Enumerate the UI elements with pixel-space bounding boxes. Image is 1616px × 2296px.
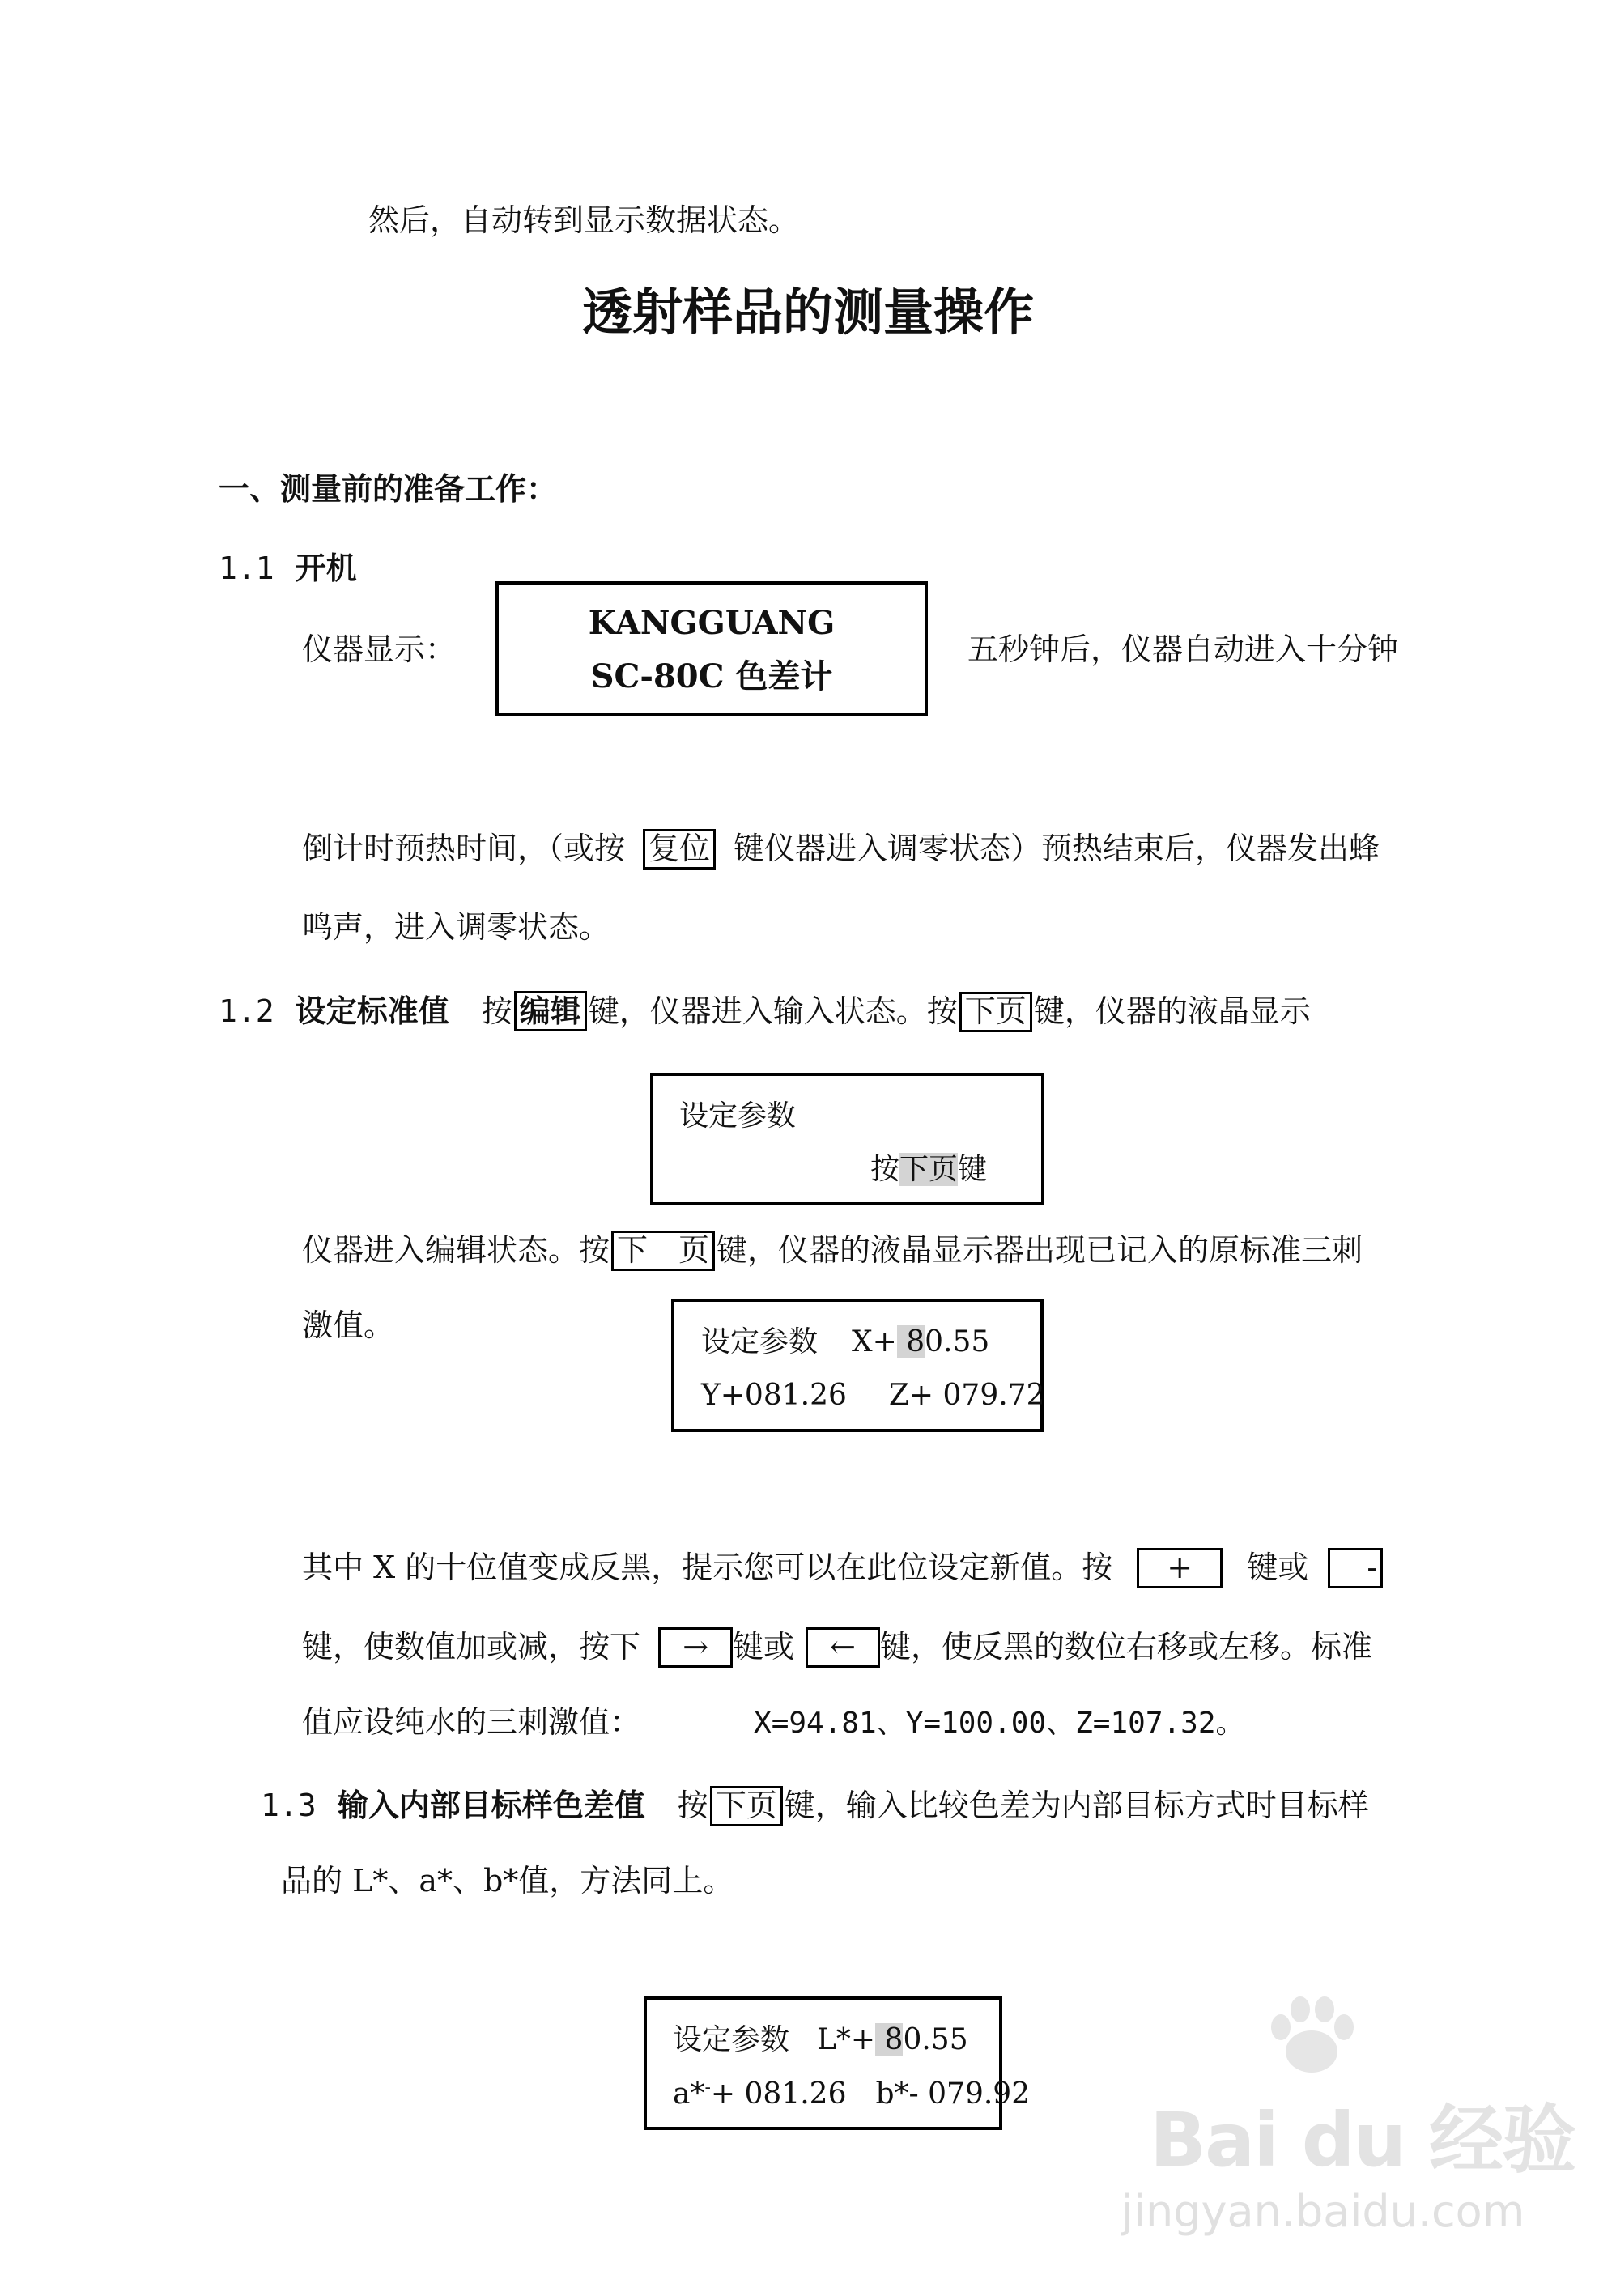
paragraph-edit-state: 仪器进入编辑状态。按 下 页 键，仪器的液晶显示器出现已记入的原标准三刺: [302, 1231, 1363, 1271]
display-label: 仪器显示：: [302, 631, 457, 667]
subsection-number: 1.3: [261, 1788, 317, 1823]
lcd-line-1: 设定参数 X+ 80.55: [701, 1325, 990, 1358]
paragraph-highlight-digit: 其中 X 的十位值变成反黑，提示您可以在此位设定新值。按 + 键或 -: [302, 1548, 1383, 1588]
page-down-key: 下页: [710, 1786, 783, 1826]
lcd-target-values-display: [644, 1996, 1031, 2130]
subsection-1-2-line: 1.2 设定标准值 按 编辑 键，仪器进入输入状态。按 下页 键，仪器的液晶显示: [219, 991, 1311, 1032]
lcd-line-1: KANGGUANG: [588, 604, 836, 642]
page-down-key: 下页: [959, 992, 1032, 1032]
subsection-title: 输入内部目标样色差值: [337, 1787, 645, 1823]
subsection-title: 开机: [295, 550, 357, 586]
lcd-line-2: a*-+ 081.26 b*- 079.92: [673, 2077, 1031, 2111]
baidu-watermark-logo: Bai du 经验: [1150, 2097, 1576, 2183]
section-heading: 一、测量前的准备工作：: [219, 470, 558, 507]
paragraph-adjust-keys: 键，使数值加或减，按下 → 键或 ← 键，使反黑的数位右移或左移。标准: [302, 1627, 1372, 1668]
subsection-title: 设定标准值: [295, 993, 449, 1029]
subsection-1-1-heading: [219, 550, 357, 586]
page-down-key: 下 页: [611, 1231, 715, 1271]
lcd-line-1: 设定参数: [679, 1099, 797, 1133]
paragraph-lab-values: 品的 L*、a*、b*值，方法同上。: [281, 1863, 734, 1898]
plus-key: +: [1137, 1548, 1223, 1588]
baidu-watermark-url: jingyan.baidu.com: [1121, 2186, 1525, 2237]
lcd-line-2: Y+081.26 Z+ 079.72: [701, 1379, 1045, 1412]
lcd-standard-values-display: [671, 1299, 1044, 1432]
paragraph-water-values: 值应设纯水的三刺激值： X=94.81、Y=100.00、Z=107.32。: [302, 1704, 1245, 1740]
lcd-line-2: 按下页键: [870, 1153, 988, 1186]
lcd-line-2: SC-80C 色差计: [590, 657, 833, 695]
paragraph-zeroing: 鸣声，进入调零状态。: [302, 909, 610, 945]
subsection-number: 1.1: [219, 551, 274, 586]
reset-key: 复位: [643, 829, 716, 870]
minus-key: -: [1328, 1548, 1383, 1588]
lcd-startup-display: [495, 581, 928, 716]
paw-logo-icon: [1263, 1992, 1360, 2081]
subsection-number: 1.2: [219, 993, 274, 1029]
lcd-line-1: 设定参数 L*+ 80.55: [673, 2023, 968, 2056]
lcd-set-param-display: [650, 1073, 1044, 1205]
subsection-1-3-line: 1.3 输入内部目标样色差值 按 下页 键，输入比较色差为内部目标方式时目标样: [261, 1786, 1369, 1826]
paragraph-tristimulus: 激值。: [302, 1307, 395, 1343]
startup-note: 五秒钟后，仪器自动进入十分钟: [967, 631, 1399, 667]
intro-line: 然后，自动转到显示数据状态。: [368, 202, 800, 238]
paragraph-warmup: 倒计时预热时间，（或按 复位 键仪器进入调零状态）预热结束后，仪器发出蜂: [302, 829, 1380, 870]
page-title: 透射样品的测量操作: [581, 283, 1034, 342]
edit-key: 编辑: [514, 991, 587, 1031]
right-arrow-key: →: [658, 1627, 733, 1668]
left-arrow-key: ←: [806, 1627, 880, 1668]
